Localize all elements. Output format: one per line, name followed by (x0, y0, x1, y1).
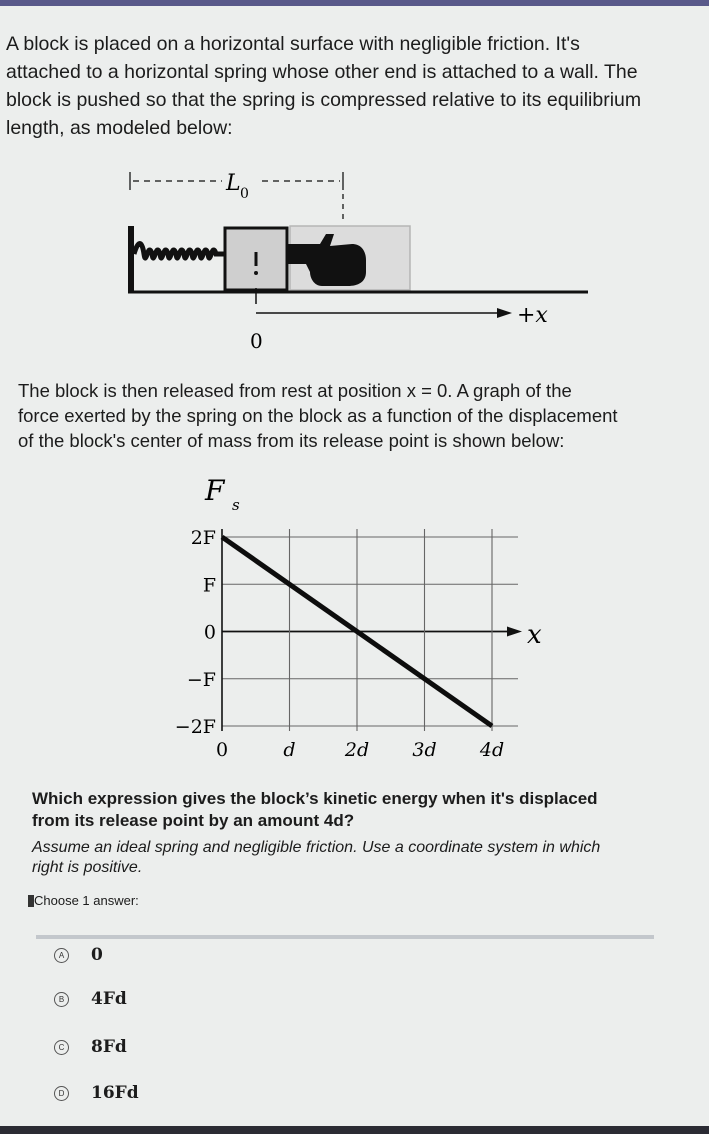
x-tick-label: 3d (412, 739, 437, 761)
origin-label: 0 (250, 329, 263, 353)
x-tick-labels (216, 739, 504, 761)
question-line-1: Which expression gives the block’s kinetic energy when it's displaced (32, 789, 598, 808)
y-tick-label: 2F (190, 527, 216, 549)
length-label: L (226, 171, 241, 196)
release-line-1: The block is then released from rest at position x = 0. A graph of the (18, 380, 572, 401)
option-b-text: 4Fd (91, 989, 127, 1009)
release-line-3: of the block's center of mass from its release point is shown below: (18, 430, 565, 451)
y-axis-label: F (205, 474, 225, 507)
top-bar (0, 0, 709, 6)
instruction-line-2: right is positive. (32, 859, 143, 876)
intro-line-1: A block is placed on a horizontal surface with negligible friction. It's (6, 33, 580, 55)
x-tick-label: 2d (344, 739, 370, 761)
option-d[interactable] (54, 1081, 139, 1105)
bottom-bar (0, 1126, 709, 1134)
option-c-radio[interactable]: C (54, 1040, 69, 1055)
option-d-text: 16Fd (91, 1083, 139, 1103)
option-a[interactable] (54, 943, 103, 967)
y-tick-label: 0 (203, 621, 216, 644)
x-tick-label: 0 (215, 739, 229, 761)
question-line-2: from its release point by an amount 4d? (32, 811, 355, 830)
axis-label: +x (517, 303, 548, 328)
y-tick-label: F (202, 574, 216, 597)
divider (36, 935, 654, 939)
option-b-radio[interactable]: B (54, 992, 69, 1007)
option-c[interactable] (54, 1035, 127, 1059)
x-axis-arrow (507, 627, 522, 637)
force-displacement-chart (0, 460, 709, 775)
choose-label: Choose 1 answer: (34, 893, 139, 908)
intro-line-3: block is pushed so that the spring is compressed relative to its equilibrium (6, 89, 642, 111)
x-tick-label: 4d (479, 739, 505, 761)
intro-line-2: attached to a horizontal spring whose other end is attached to a wall. The (6, 61, 638, 83)
y-tick-label: −F (186, 668, 216, 691)
x-axis-label: x (527, 620, 542, 650)
option-c-text: 8Fd (91, 1037, 127, 1057)
release-line-2: force exerted by the spring on the block as a function of the displacement (18, 405, 618, 426)
y-tick-labels (175, 527, 216, 738)
option-a-radio[interactable]: A (54, 948, 69, 963)
length-subscript: 0 (240, 186, 249, 202)
intro-line-4: length, as modeled below: (6, 117, 233, 139)
option-a-text: 0 (91, 945, 103, 965)
spring (134, 244, 225, 259)
y-tick-label: −2F (174, 716, 216, 738)
y-axis-subscript: s (232, 496, 240, 514)
option-d-radio[interactable]: D (54, 1086, 69, 1101)
option-b[interactable] (54, 987, 127, 1011)
spring-block-diagram (0, 160, 709, 360)
chart-grid (222, 529, 522, 731)
x-tick-label: d (283, 739, 296, 761)
instruction-line-1: Assume an ideal spring and negligible friction. Use a coordinate system in which (32, 839, 601, 856)
